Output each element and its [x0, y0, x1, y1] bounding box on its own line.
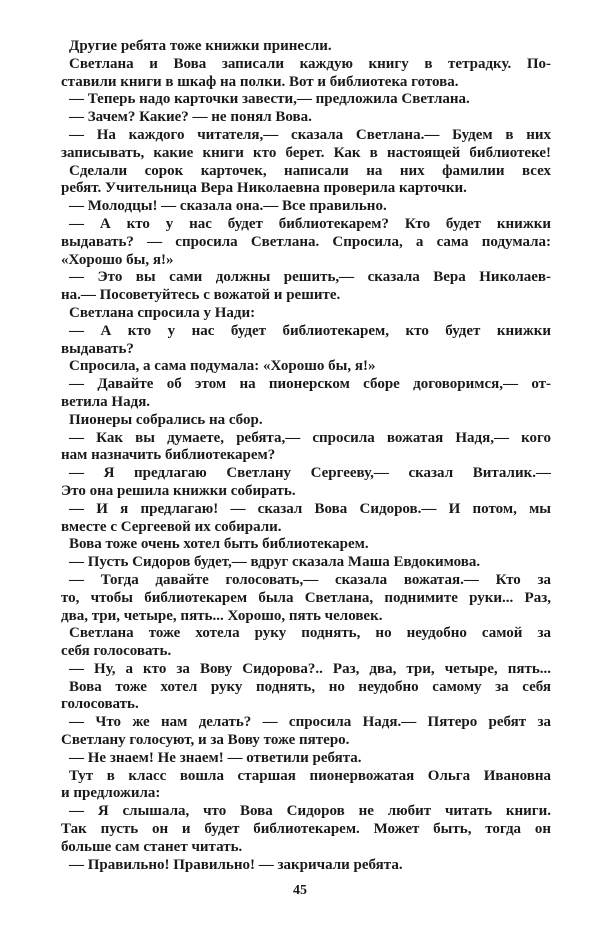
text-line: Светлана спросила у Нади: [69, 304, 256, 321]
text-line: больше сам станет читать. [61, 838, 243, 855]
text-line: нам назначить библиотекарем? [61, 447, 276, 464]
text-line: — Правильно! Правильно! — закричали ребята. [69, 856, 403, 873]
text-line: голосовать. [61, 696, 139, 713]
text-line: — Я слышала, что Вова Сидоров не любит читать книги. [69, 803, 551, 820]
text-line: то, чтобы библиотекарем была Светлана, поднимите руки... Раз, [61, 589, 551, 606]
text-line: — А кто у нас будет библиотекарем? Кто будет книжки [69, 215, 551, 232]
page-number: 45 [293, 883, 307, 898]
text-line: — Я предлагаю Светлану Сергееву,— сказал Виталик.— [69, 465, 551, 482]
text-line: Тут в класс вошла старшая пионервожатая Ольга Ивановна [69, 767, 551, 784]
page-body-text [61, 38, 551, 874]
text-line: — Это вы сами должны решить,— сказала Вера Николаев- [69, 269, 551, 286]
text-line: Спросила, а сама подумала: «Хорошо бы, я!» [69, 358, 376, 375]
text-line: выдавать? [61, 340, 134, 357]
text-line: Сделали сорок карточек, написали на них фамилии всех [69, 162, 551, 179]
text-line: ставили книги в шкаф на полки. Вот и библиотека готова. [61, 73, 459, 90]
text-line: — На каждого читателя,— сказала Светлана.— Будем в них [69, 126, 551, 143]
text-line: — Зачем? Какие? — не понял Вова. [69, 109, 312, 126]
text-line: Другие ребята тоже книжки принесли. [69, 38, 332, 54]
text-line: записывать, какие книги кто берет. Как в настоящей библиотеке! [61, 144, 551, 161]
text-line: «Хорошо бы, я!» [61, 251, 174, 268]
text-line: Светлана тоже хотела руку поднять, но неудобно самой за [69, 625, 551, 642]
text-line: Светлана и Вова записали каждую книгу в тетрадку. По- [69, 55, 551, 72]
text-line: себя голосовать. [61, 643, 172, 660]
text-line: — Давайте об этом на пионерском сборе договоримся,— от- [69, 376, 551, 393]
text-line: — Молодцы! — сказала она.— Все правильно. [69, 198, 387, 215]
text-line: на.— Посоветуйтесь с вожатой и решите. [61, 287, 341, 304]
text-line: — Тогда давайте голосовать,— сказала вожатая.— Кто за [69, 571, 551, 588]
text-line: — Ну, а кто за Вову Сидорова?.. Раз, два, три, четыре, пять... [69, 660, 551, 677]
text-line: Пионеры собрались на сбор. [69, 411, 263, 428]
text-line: два, три, четыре, пять... Хорошо, пять человек. [61, 607, 383, 624]
text-line: Так пусть он и будет библиотекарем. Может быть, тогда он [61, 821, 551, 838]
text-line: — Что же нам делать? — спросила Надя.— Пятеро ребят за [69, 714, 551, 731]
text-line: выдавать? — спросила Светлана. Спросила, а сама подумала: [61, 233, 551, 250]
text-line: — И я предлагаю! — сказал Вова Сидоров.— И потом, мы [69, 500, 551, 517]
text-line: — Пусть Сидоров будет,— вдруг сказала Маша Евдокимова. [69, 554, 481, 571]
text-line: Вова тоже очень хотел быть библиотекарем. [69, 536, 369, 553]
text-line: — Не знаем! Не знаем! — ответили ребята. [69, 749, 362, 766]
text-line: ветила Надя. [61, 393, 151, 410]
text-line: ребят. Учительница Вера Николаевна проверила карточки. [61, 180, 467, 197]
text-line: Светлану голосуют, и за Вову тоже пятеро. [61, 732, 350, 749]
text-line: — Как вы думаете, ребята,— спросила вожатая Надя,— кого [69, 429, 551, 446]
text-line: Вова тоже хотел руку поднять, но неудобно самому за себя [69, 678, 551, 695]
text-line: Это она решила книжки собирать. [61, 482, 296, 499]
text-line: и предложила: [61, 785, 161, 802]
text-line: вместе с Сергеевой их собирали. [61, 518, 282, 535]
text-line: — Теперь надо карточки завести,— предложила Светлана. [69, 91, 470, 108]
text-line: — А кто у нас будет библиотекарем, кто будет книжки [69, 322, 551, 339]
